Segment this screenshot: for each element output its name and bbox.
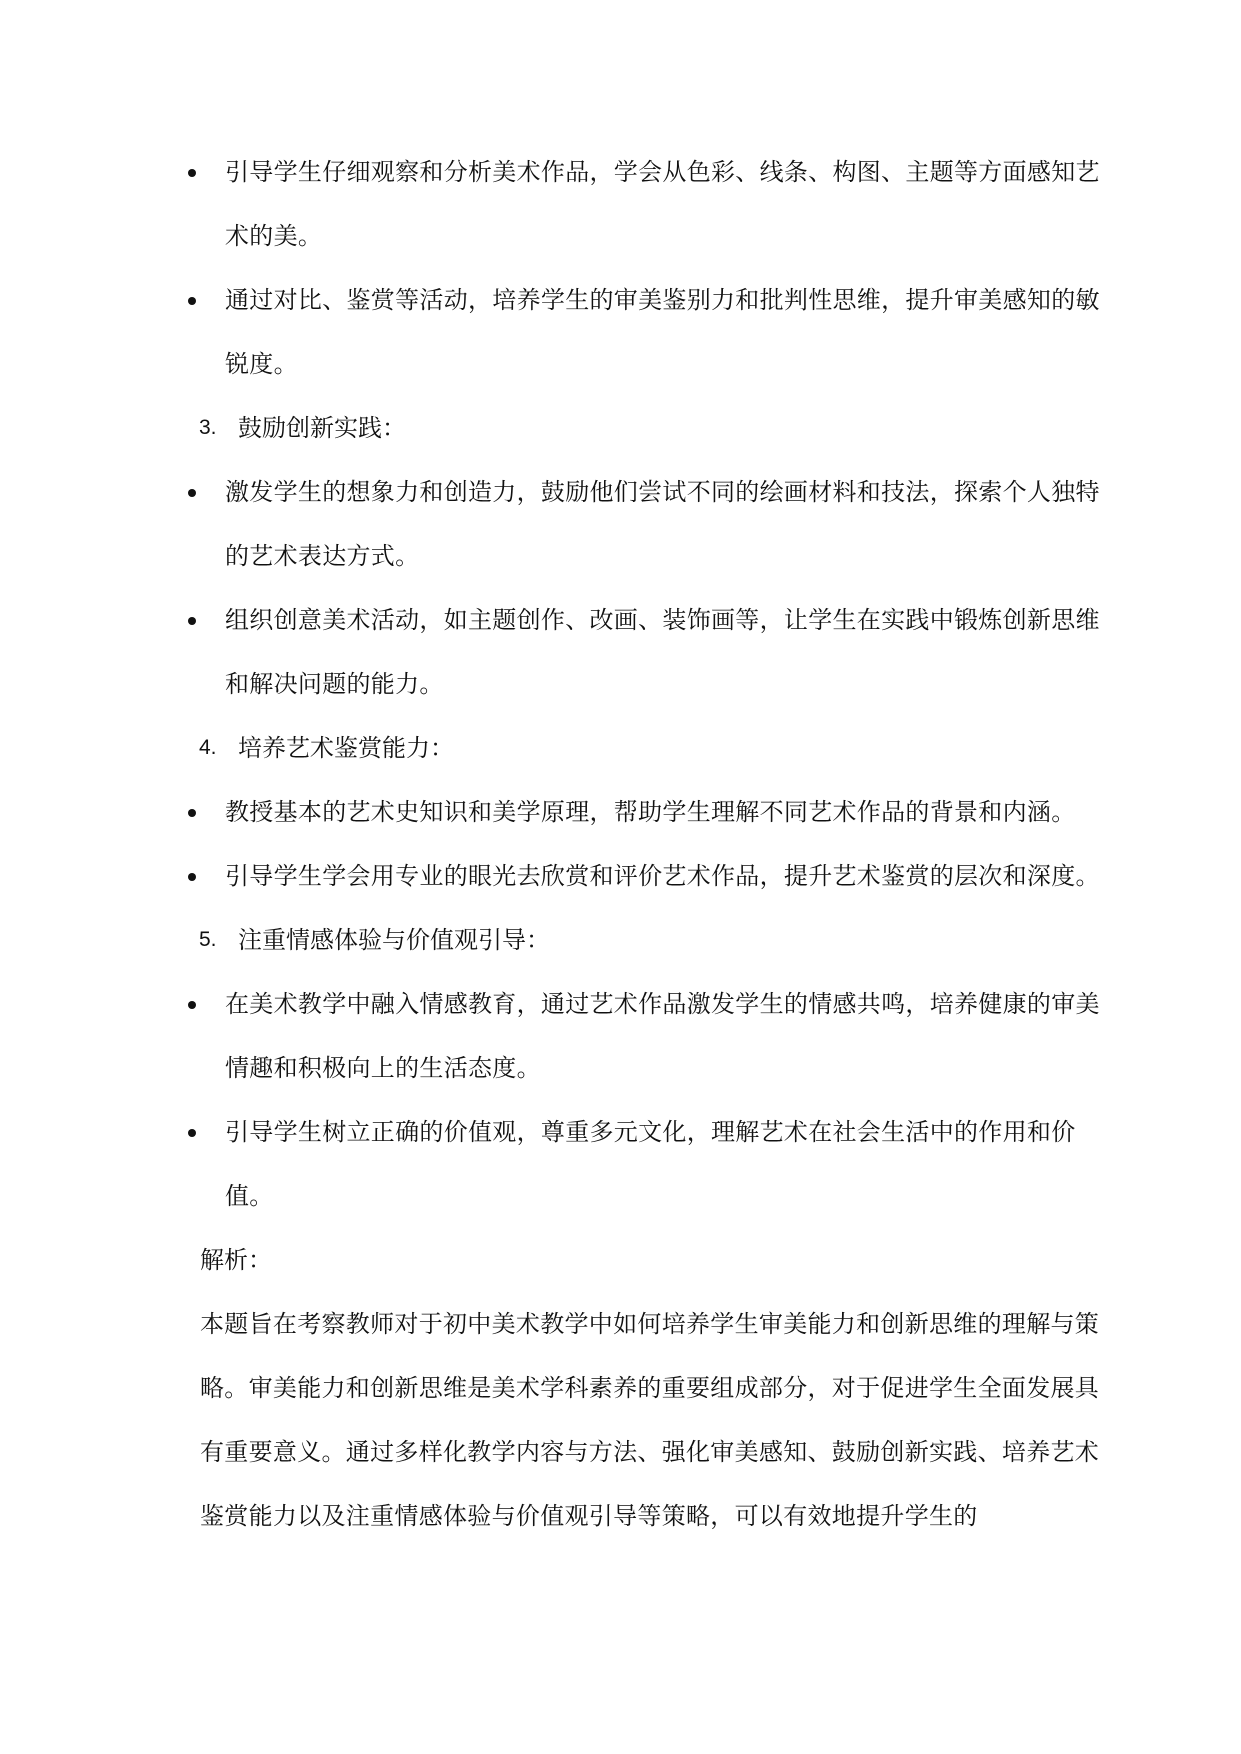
bullet-dot-icon: [188, 169, 196, 177]
list-number: 4.: [199, 736, 217, 759]
analysis-paragraph: 本题旨在考察教师对于初中美术教学中如何培养学生审美能力和创新思维的理解与策略。审美能力和创新思维是美术学科素养的重要组成部分，对于促进学生全面发展具有重要意义。通过多样化教学内容与方法、强化审美感知、鼓励创新实践、培养艺术鉴赏能力以及注重情感体验与价值观引导等策略，可以有效地提升学生的: [200, 1310, 1100, 1530]
numbered-heading-text: 鼓励创新实践：: [238, 414, 406, 442]
bullet-item: [0, 268, 1100, 396]
document-content: [0, 140, 1241, 1548]
bullet-text: 通过对比、鉴赏等活动，培养学生的审美鉴别力和批判性思维，提升审美感知的敏锐度。: [225, 286, 1100, 378]
bullet-item: [0, 972, 1100, 1100]
bullet-item: [0, 780, 1100, 844]
bullet-item: [0, 140, 1100, 268]
bullet-dot-icon: [188, 617, 196, 625]
bullet-item: [0, 1100, 1100, 1228]
numbered-heading-text: 注重情感体验与价值观引导：: [238, 926, 550, 954]
bullet-text: 引导学生仔细观察和分析美术作品，学会从色彩、线条、构图、主题等方面感知艺术的美。: [225, 158, 1100, 250]
numbered-heading-text: 培养艺术鉴赏能力：: [238, 734, 454, 762]
bullet-dot-icon: [188, 1129, 196, 1137]
numbered-heading-5: [0, 908, 1241, 972]
list-number: 5.: [199, 928, 217, 951]
bullet-text: 在美术教学中融入情感教育，通过艺术作品激发学生的情感共鸣，培养健康的审美情趣和积极向上的生活态度。: [225, 990, 1100, 1082]
bullet-dot-icon: [188, 809, 196, 817]
list-number: 3.: [199, 416, 217, 439]
bullet-dot-icon: [188, 1001, 196, 1009]
bullet-text: 教授基本的艺术史知识和美学原理，帮助学生理解不同艺术作品的背景和内涵。: [225, 798, 1076, 826]
bullet-text: 引导学生学会用专业的眼光去欣赏和评价艺术作品，提升艺术鉴赏的层次和深度。: [225, 862, 1100, 890]
bullet-item: [0, 588, 1100, 716]
numbered-heading-4: [0, 716, 1241, 780]
bullet-item: [0, 844, 1100, 908]
bullet-text: 引导学生树立正确的价值观，尊重多元文化，理解艺术在社会生活中的作用和价值。: [225, 1118, 1076, 1210]
bullet-dot-icon: [188, 297, 196, 305]
bullet-text: 组织创意美术活动，如主题创作、改画、装饰画等，让学生在实践中锻炼创新思维和解决问题的能力。: [225, 606, 1100, 698]
bullet-item: [0, 460, 1100, 588]
bullet-text: 激发学生的想象力和创造力，鼓励他们尝试不同的绘画材料和技法，探索个人独特的艺术表达方式。: [225, 478, 1100, 570]
numbered-heading-3: [0, 396, 1241, 460]
bullet-dot-icon: [188, 489, 196, 497]
bullet-dot-icon: [188, 873, 196, 881]
analysis-heading: 解析：: [200, 1246, 272, 1274]
